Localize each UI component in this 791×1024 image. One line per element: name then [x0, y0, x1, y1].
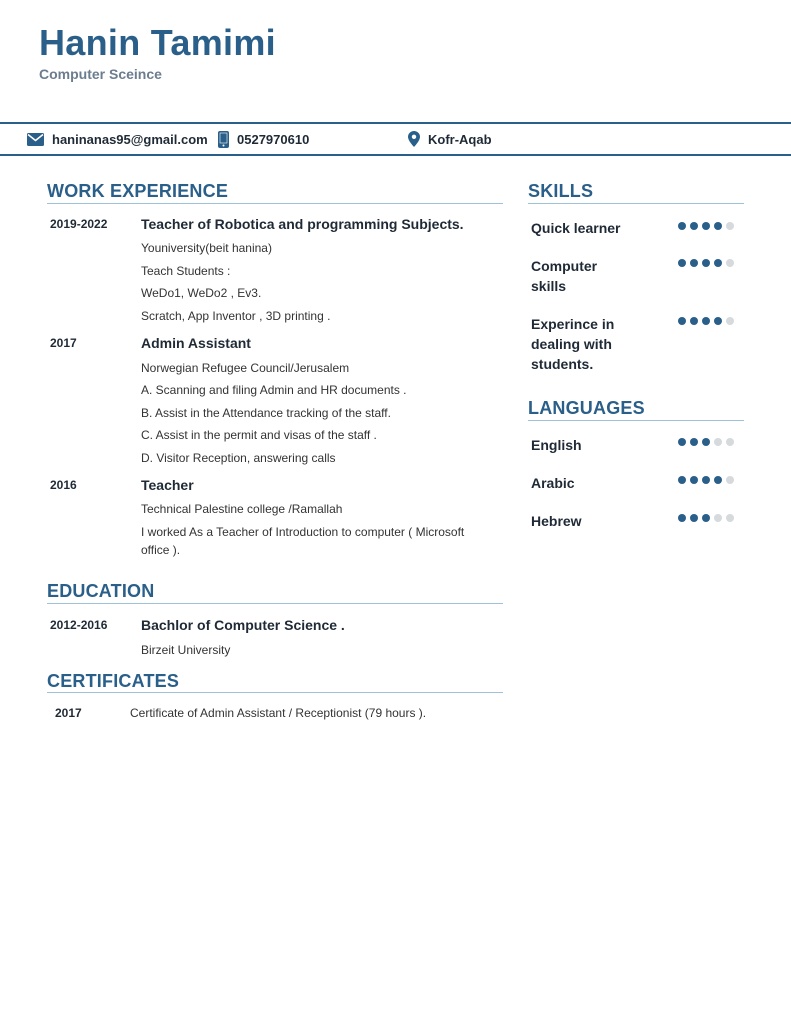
- contact-location: [408, 130, 492, 148]
- work-entry-line: A. Scanning and filing Admin and HR documents .: [141, 383, 407, 397]
- language-label: Hebrew: [531, 513, 582, 529]
- map-pin-icon: [408, 131, 420, 147]
- contact-email-text: haninanas95@gmail.com: [52, 131, 208, 147]
- language-rating: [678, 514, 734, 522]
- education-school: Birzeit University: [141, 643, 231, 657]
- work-experience-heading: WORK EXPERIENCE: [47, 181, 229, 201]
- rating-dot-filled: [678, 317, 686, 325]
- work-entry-line: Technical Palestine college /Ramallah: [141, 502, 343, 516]
- language-label: Arabic: [531, 475, 575, 491]
- rating-dot-filled: [714, 476, 722, 484]
- work-entry-line: WeDo1, WeDo2 , Ev3.: [141, 286, 262, 300]
- rating-dot-filled: [678, 476, 686, 484]
- rating-dot-filled: [702, 317, 710, 325]
- skill-rating: [678, 259, 734, 267]
- work-entry-line: Youniversity(beit hanina): [141, 241, 272, 255]
- rating-dot-filled: [714, 222, 722, 230]
- work-entry-title: Teacher: [141, 477, 194, 493]
- skill-label: Experince in dealing with students.: [531, 316, 615, 372]
- rating-dot-filled: [690, 259, 698, 267]
- education-year: 2012-2016: [50, 618, 108, 632]
- work-entry-line: Teach Students :: [141, 264, 231, 278]
- language-label: English: [531, 437, 582, 453]
- rating-dot-filled: [690, 222, 698, 230]
- rating-dot-filled: [678, 222, 686, 230]
- rating-dot-empty: [726, 438, 734, 446]
- skill-rating: [678, 222, 734, 230]
- work-entry-line: office ).: [141, 543, 181, 557]
- certificate-text: Certificate of Admin Assistant / Receptionist (79 hours ).: [130, 706, 427, 720]
- rating-dot-empty: [726, 259, 734, 267]
- certificates-rule: [47, 692, 503, 693]
- work-entry-title: Teacher of Robotica and programming Subjects.: [141, 216, 464, 232]
- work-entry-line: Scratch, App Inventor , 3D printing .: [141, 309, 331, 323]
- work-entry-line: D. Visitor Reception, answering calls: [141, 451, 336, 465]
- rating-dot-filled: [690, 438, 698, 446]
- rating-dot-filled: [702, 438, 710, 446]
- contact-email[interactable]: [27, 130, 208, 148]
- contact-location-text: Kofr-Aqab: [428, 131, 492, 147]
- phone-icon: [218, 131, 229, 148]
- skill-label: Computer skills: [531, 258, 598, 294]
- rating-dot-empty: [714, 514, 722, 522]
- rating-dot-filled: [678, 438, 686, 446]
- certificates-heading: CERTIFICATES: [47, 671, 180, 691]
- language-rating: [678, 438, 734, 446]
- work-entry-title: Admin Assistant: [141, 335, 251, 351]
- work-entry-line: C. Assist in the permit and visas of the staff .: [141, 428, 377, 442]
- rating-dot-empty: [714, 438, 722, 446]
- language-rating: [678, 476, 734, 484]
- skills-heading: SKILLS: [528, 181, 594, 201]
- rating-dot-filled: [702, 514, 710, 522]
- rating-dot-empty: [726, 317, 734, 325]
- resume-name: Hanin Tamimi: [39, 22, 276, 63]
- rating-dot-filled: [702, 222, 710, 230]
- rating-dot-filled: [678, 514, 686, 522]
- rating-dot-filled: [714, 259, 722, 267]
- rating-dot-filled: [690, 476, 698, 484]
- rating-dot-empty: [726, 514, 734, 522]
- work-entry-line: I worked As a Teacher of Introduction to computer ( Microsoft: [141, 525, 465, 539]
- languages-rule: [528, 420, 744, 421]
- work-entry-line: B. Assist in the Attendance tracking of the staff.: [141, 406, 391, 420]
- work-entry-year: 2016: [50, 478, 77, 492]
- rating-dot-filled: [678, 259, 686, 267]
- contact-phone[interactable]: [218, 130, 309, 148]
- rating-dot-filled: [714, 317, 722, 325]
- work-experience-rule: [47, 203, 503, 204]
- certificate-year: 2017: [55, 706, 82, 720]
- rating-dot-empty: [726, 222, 734, 230]
- rating-dot-filled: [690, 514, 698, 522]
- skills-rule: [528, 203, 744, 204]
- rating-dot-filled: [702, 259, 710, 267]
- education-rule: [47, 603, 503, 604]
- rating-dot-filled: [702, 476, 710, 484]
- work-entry-line: Norwegian Refugee Council/Jerusalem: [141, 361, 350, 375]
- skill-label: Quick learner: [531, 220, 621, 236]
- education-degree: Bachlor of Computer Science .: [141, 617, 345, 633]
- education-heading: EDUCATION: [47, 581, 155, 601]
- resume-title: Computer Sceince: [39, 66, 162, 82]
- contact-phone-text: 0527970610: [237, 131, 310, 147]
- work-entry-year: 2019-2022: [50, 217, 108, 231]
- rating-dot-empty: [726, 476, 734, 484]
- languages-heading: LANGUAGES: [528, 398, 645, 418]
- contact-divider-top: [0, 122, 791, 124]
- work-entry-year: 2017: [50, 336, 77, 350]
- rating-dot-filled: [690, 317, 698, 325]
- skill-rating: [678, 317, 734, 325]
- contact-divider-bottom: [0, 154, 791, 156]
- envelope-icon: [27, 133, 44, 146]
